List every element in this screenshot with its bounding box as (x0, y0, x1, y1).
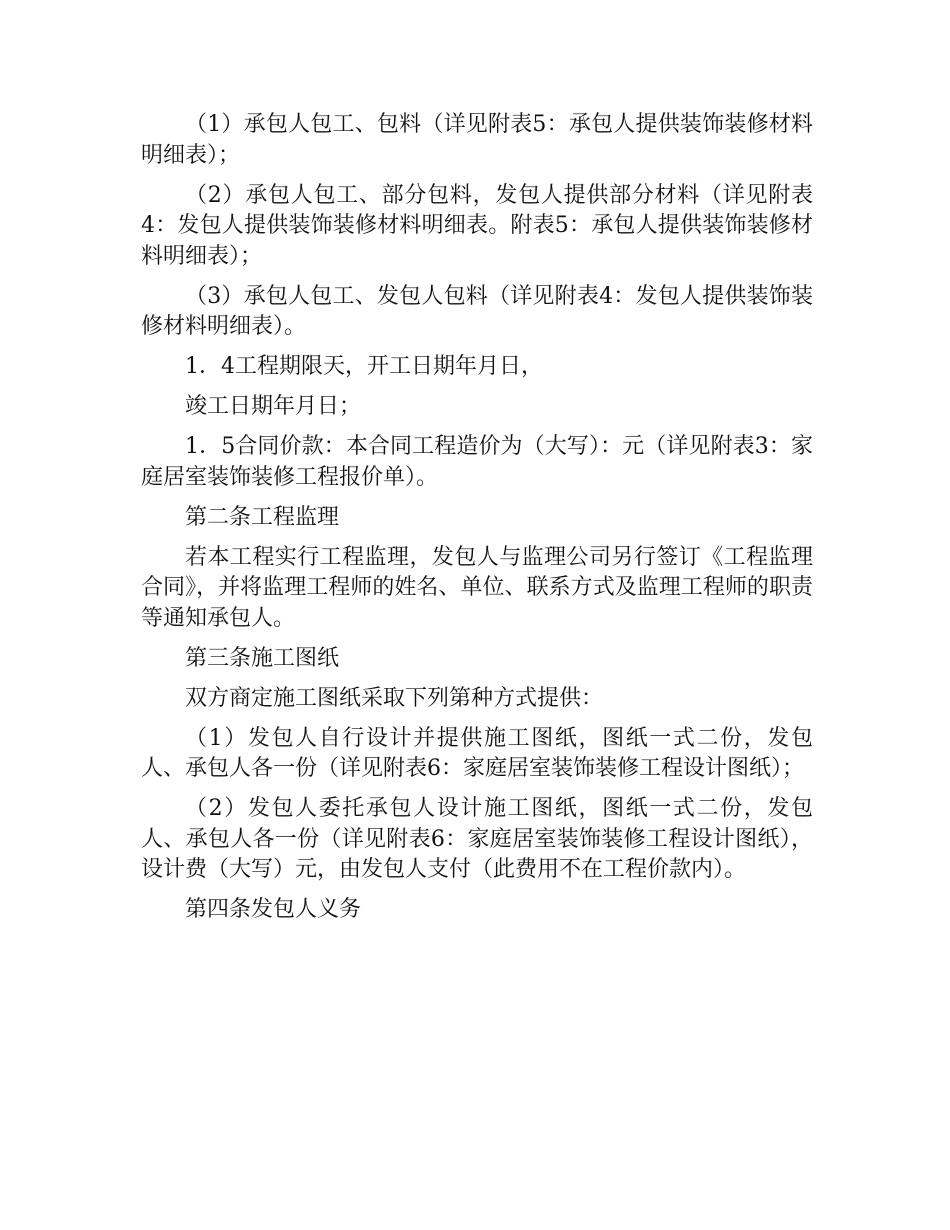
paragraph-1-4-period: 1．4工程期限天，开工日期年月日， (185, 354, 543, 379)
heading-article-4: 第四条发包人义务 (185, 897, 362, 922)
paragraph-drawing-method: 双方商定施工图纸采取下列第种方式提供： (185, 685, 604, 711)
paragraph-1-5-price: 1．5合同价款：本合同工程造价为（大写）：元（详见附表3：家庭居室装饰装修工程报价单）。 (141, 434, 813, 490)
paragraph-completion-date: 竣工日期年月日； (185, 394, 362, 419)
heading-article-3: 第三条施工图纸 (185, 645, 340, 671)
paragraph-drawing-option-1: （1）发包人自行设计并提供施工图纸，图纸一式二份，发包人、承包人各一份（详见附表6：家庭居室装饰装修工程设计图纸）； (141, 725, 813, 781)
paragraph-supervision: 若本工程实行工程监理，发包人与监理公司另行签订《工程监理合同》，并将监理工程师的姓名、单位、联系方式及监理工程师的职责等通知承包人。 (141, 544, 813, 631)
paragraph-option-2: （2）承包人包工、部分包料，发包人提供部分材料（详见附表4：发包人提供装饰装修材料明细表。附表5：承包人提供装饰装修材料明细表）； (141, 182, 813, 269)
paragraph-option-3: （3）承包人包工、发包人包料（详见附表4：发包人提供装饰装修材料明细表）。 (141, 283, 813, 339)
paragraph-drawing-option-2: （2）发包人委托承包人设计施工图纸，图纸一式二份，发包人、承包人各一份（详见附表6：家庭居室装饰装修工程设计图纸），设计费（大写）元，由发包人支付（此费用不在工程价款内）。 (141, 796, 813, 882)
document-page (141, 110, 813, 935)
paragraph-option-1: （1）承包人包工、包料（详见附表5：承包人提供装饰装修材料明细表）； (141, 112, 813, 168)
heading-article-2: 第二条工程监理 (185, 504, 340, 530)
